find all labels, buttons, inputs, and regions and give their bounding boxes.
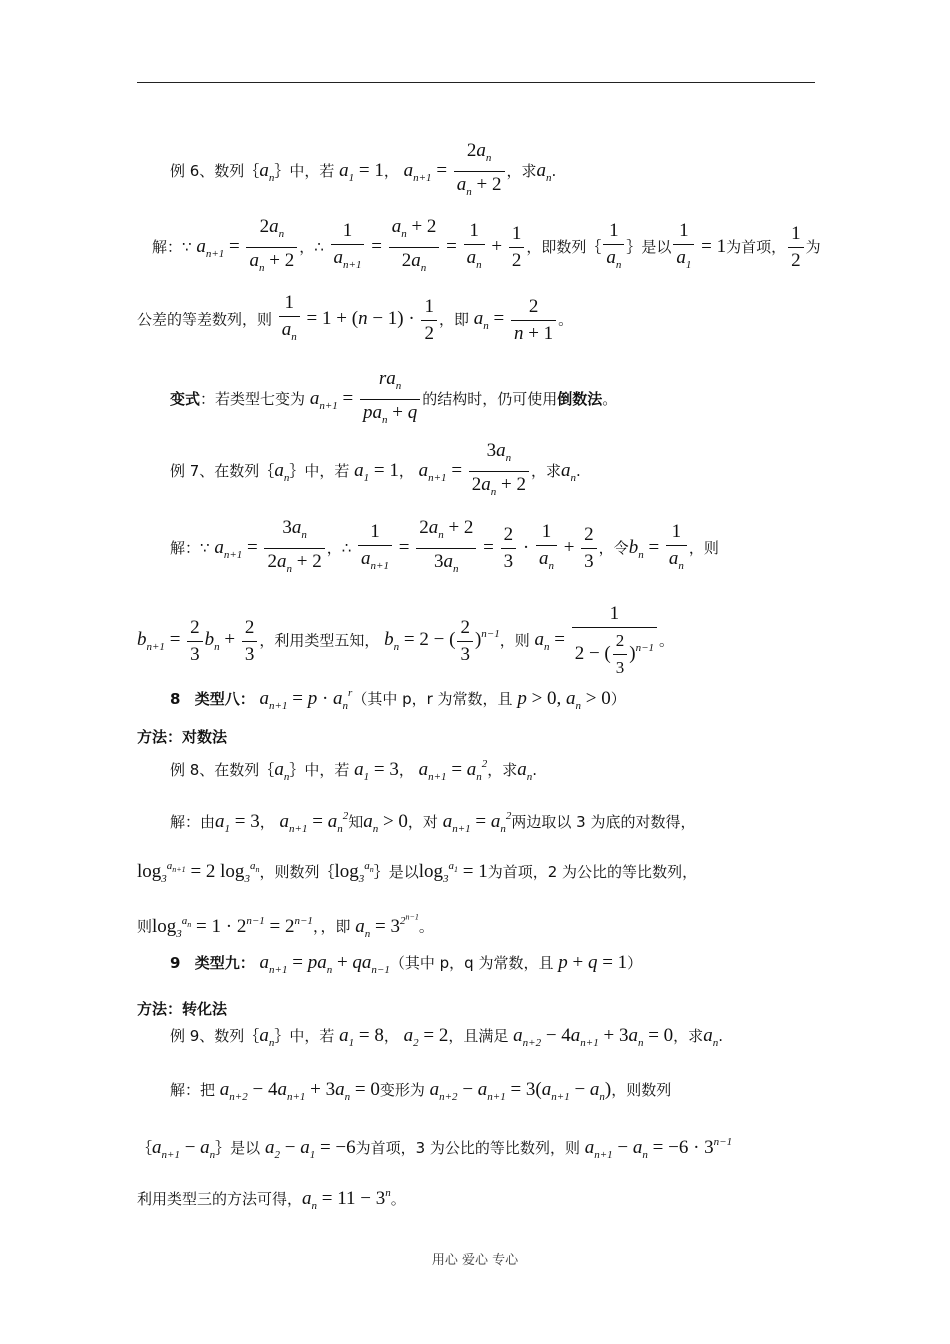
example-7: 例 7、在数列$\{a_n\}$中，若 $a_1 = 1$， $a_{n+1}$ = $\frac{3a_n}{2a_n + 2}$ ，求$a_n$. [170,440,581,498]
type-9-method: 方法：转化法 [137,1000,228,1018]
page-footer: 用心 爱心 专心 [431,1253,519,1268]
solution-8-line-2: $\log_3^{a_{n+1}} = 2$ $\log_3^{a_n}$，则数列$\{\log_3^{a_n}\}$是以$\log_3^{a_1} = 1$为首项，2 为公比的等比数列， [137,860,698,885]
solution-9-line-2: $\{a_{n+1}$ − $a_n\}$是以 $a_2 - a_1 = -6$为首项，3 为公比的等比数列，则 $a_{n+1} - a_n = -6 \cdot 3^{n-1}$ [137,1136,733,1161]
solution-6-line-1: 解：∵ $a_{n+1}$ = $\frac{2a_n}{a_n + 2}$ ，∴ $\frac{1}{a_{n+1}}$ = $\frac{a_n + 2}{2a_n}$ = $\frac{1}{a_n}$ + $\frac{1}{2}$ ，即数列｛ $\frac{1}{a_n}$ ｝是以 $\frac{1}{a_1}$ = 1为首项， $\frac{1}{2}$ 为 [152,216,821,274]
header-rule [137,82,815,83]
type-8-heading: 8 类型八： $a_{n+1} = p \cdot a_n^r$（其中 p，r 为常数，且 p > 0, $a_n > 0$） [170,687,626,712]
example-9: 例 9、数列$\{a_n\}$中，若 $a_1 = 8$， $a_2 = 2$，且满足 $a_{n+2} - 4a_{n+1} + 3a_n = 0$，求$a_n$. [170,1025,723,1049]
example-6: 例 6、数列$\{a_n\}$中，若 $a_1 = 1$， $a_{n+1}$ = $\frac{2a_n}{a_n + 2}$ ，求$a_n$. [170,140,557,198]
solution-8-line-1: 解：由$a_1 = 3$， $a_{n+1} = a_n^2$知$a_n > 0$，对 $a_{n+1} = a_n^2$两边取以 3 为底的对数得， [170,810,696,835]
solution-8-line-3: 则$\log_3^{a_n} = 1 \cdot 2^{n-1} = 2^{n-1}$，，即 $a_n = 3^{2^{n-1}}$。 [137,912,434,940]
solution-9-line-3: 利用类型三的方法可得，$a_n = 11 - 3^n$。 [137,1187,406,1212]
solution-9-line-1: 解：把 $a_{n+2} - 4a_{n+1} + 3a_n = 0$变形为 $a_{n+2} - a_{n+1} = 3(a_{n+1} - a_n)$，则数列 [170,1079,672,1103]
solution-7-line-1: 解：∵ $a_{n+1}$ = $\frac{3a_n}{2a_n + 2}$ ，∴ $\frac{1}{a_{n+1}}$ = $\frac{2a_n + 2}{3a_n}$ = $\frac{2}{3}$ · $\frac{1}{a_n}$ + $\frac{2}{3}$ ，令$b_n$ = $\frac{1}{a_n}$ ，则 [170,517,719,575]
type-9-heading: 9 类型九： $a_{n+1} = pa_n + qa_{n-1}$（其中 p，q 为常数，且 p + q = 1） [170,952,643,976]
solution-7-line-2: $b_{n+1}$ = $\frac{2}{3}$ $b_n$ + $\frac{2}{3}$ ，利用类型五知， $b_n = 2$ − ( $\frac{2}{3}$ )$^{n-1}$，则 $a_n$ = 1 2 − ( $\frac{2}{3}$ )$^{n-1}$ 。 [137,603,675,677]
example-8: 例 8、在数列$\{a_n\}$中，若 $a_1 = 3$， $a_{n+1} = a_n^2$，求$a_n$. [170,758,538,783]
type-8-method: 方法：对数法 [137,728,228,746]
solution-6-line-2: 公差的等差数列，则 $\frac{1}{a_n}$ = 1 + (n − 1) · $\frac{1}{2}$ ，即 $a_n$ = $\frac{2}{n + 1}$ 。 [137,292,574,344]
variant-note: 变式：若类型七变为 $a_{n+1}$ = $\frac{ra_n}{pa_n + q}$ 的结构时，仍可使用倒数法。 [170,368,618,426]
